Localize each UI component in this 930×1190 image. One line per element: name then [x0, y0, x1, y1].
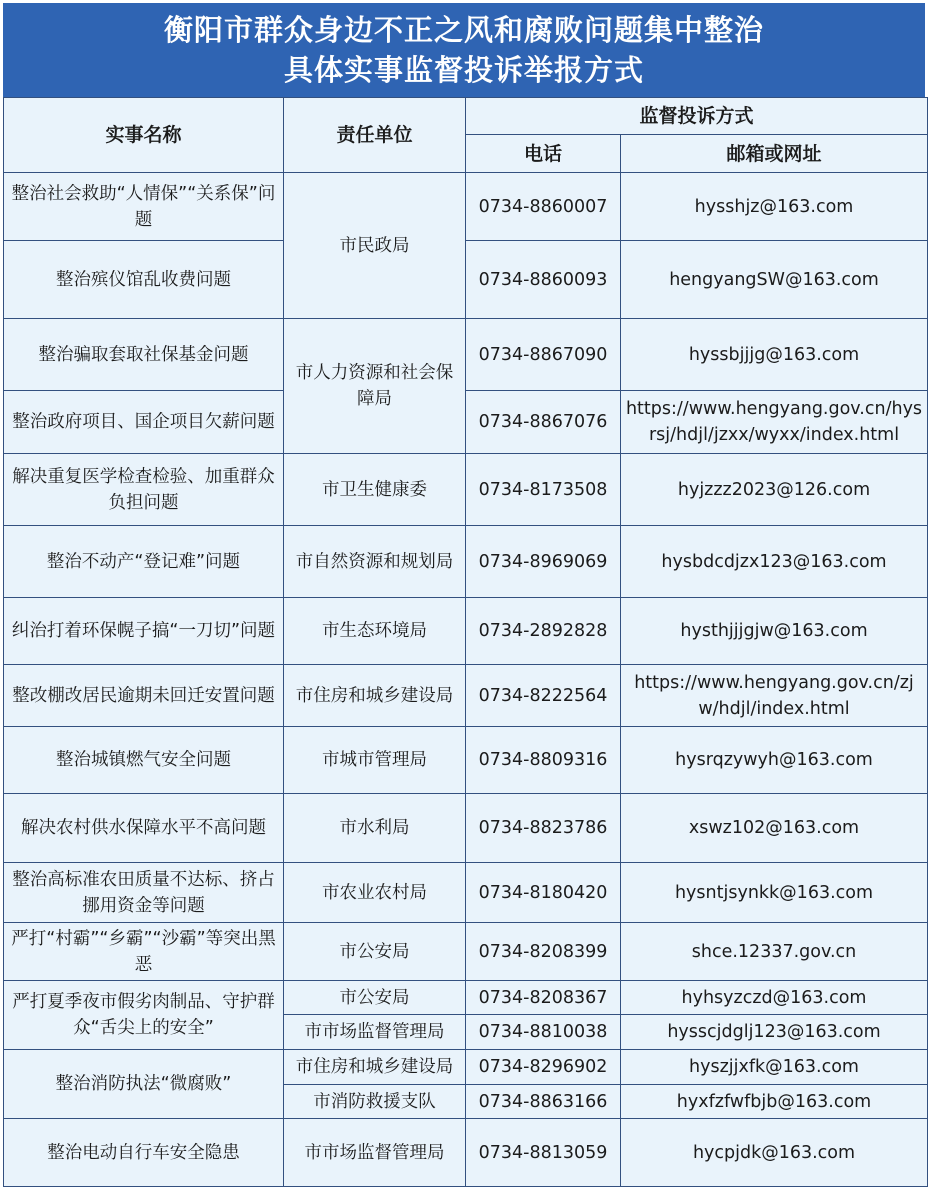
dept-cell: 市农业农村局	[284, 863, 466, 923]
dept-cell: 市民政局	[284, 173, 466, 319]
phone-cell: 0734-8860007	[466, 173, 621, 241]
table-row	[4, 665, 928, 727]
table-row	[4, 727, 928, 794]
item-cell: 解决重复医学检查检验、加重群众负担问题	[4, 454, 284, 526]
item-cell: 整治骗取套取社保基金问题	[4, 319, 284, 391]
email-cell: hysthjjjgjw@163.com	[621, 598, 928, 665]
table-row	[4, 454, 928, 526]
website-link[interactable]: https://www.hengyang.gov.cn/hysrsj/hdjl/jzxx/wyxx/index.html	[621, 391, 928, 454]
complaint-table	[3, 97, 928, 1187]
header-dept: 责任单位	[284, 98, 466, 173]
email-cell: hysshjz@163.com	[621, 173, 928, 241]
header-row	[4, 98, 928, 135]
item-cell: 整治消防执法“微腐败”	[4, 1050, 284, 1119]
email-cell: hyjzzz2023@126.com	[621, 454, 928, 526]
phone-cell: 0734-8222564	[466, 665, 621, 727]
item-cell: 严打“村霸”“乡霸”“沙霸”等突出黑恶	[4, 923, 284, 981]
dept-cell: 市住房和城乡建设局	[284, 1050, 466, 1085]
email-cell: xswz102@163.com	[621, 794, 928, 863]
phone-cell: 0734-8810038	[466, 1015, 621, 1050]
table-row	[4, 923, 928, 981]
table-row	[4, 241, 928, 319]
header-phone: 电话	[466, 135, 621, 173]
table-row	[4, 1050, 928, 1085]
dept-cell: 市消防救援支队	[284, 1085, 466, 1119]
table-row	[4, 319, 928, 391]
title-line-1: 衡阳市群众身边不正之风和腐败问题集中整治	[163, 13, 764, 47]
item-cell: 解决农村供水保障水平不高问题	[4, 794, 284, 863]
email-cell: hycpjdk@163.com	[621, 1119, 928, 1187]
dept-cell: 市市场监督管理局	[284, 1015, 466, 1050]
email-cell: hyssbjjjg@163.com	[621, 319, 928, 391]
phone-cell: 0734-8860093	[466, 241, 621, 319]
dept-cell: 市城市管理局	[284, 727, 466, 794]
phone-cell: 0734-8823786	[466, 794, 621, 863]
header-item: 实事名称	[4, 98, 284, 173]
phone-cell: 0734-8180420	[466, 863, 621, 923]
phone-cell: 0734-8809316	[466, 727, 621, 794]
item-cell: 整治城镇燃气安全问题	[4, 727, 284, 794]
phone-cell: 0734-8208399	[466, 923, 621, 981]
dept-cell: 市卫生健康委	[284, 454, 466, 526]
email-cell: hysbdcdjzx123@163.com	[621, 526, 928, 598]
dept-cell: 市人力资源和社会保障局	[284, 319, 466, 454]
table-row	[4, 173, 928, 241]
phone-cell: 0734-8813059	[466, 1119, 621, 1187]
item-cell: 整治电动自行车安全隐患	[4, 1119, 284, 1187]
item-cell: 严打夏季夜市假劣肉制品、守护群众“舌尖上的安全”	[4, 981, 284, 1050]
website-link[interactable]: https://www.hengyang.gov.cn/zjw/hdjl/index.html	[621, 665, 928, 727]
email-cell: hengyangSW@163.com	[621, 241, 928, 319]
table-row	[4, 391, 928, 454]
phone-cell: 0734-8867076	[466, 391, 621, 454]
header-contact: 邮箱或网址	[621, 135, 928, 173]
email-cell: hyxfzfwfbjb@163.com	[621, 1085, 928, 1119]
title-line-2: 具体实事监督投诉举报方式	[283, 53, 644, 87]
email-cell: hyhsyzczd@163.com	[621, 981, 928, 1015]
dept-cell: 市市场监督管理局	[284, 1119, 466, 1187]
phone-cell: 0734-8863166	[466, 1085, 621, 1119]
header-method: 监督投诉方式	[466, 98, 928, 135]
dept-cell: 市生态环境局	[284, 598, 466, 665]
phone-cell: 0734-8867090	[466, 319, 621, 391]
table-row	[4, 794, 928, 863]
item-cell: 整治社会救助“人情保”“关系保”问题	[4, 173, 284, 241]
phone-cell: 0734-2892828	[466, 598, 621, 665]
table-row	[4, 863, 928, 923]
email-cell: hysntjsynkk@163.com	[621, 863, 928, 923]
email-cell: hysscjdglj123@163.com	[621, 1015, 928, 1050]
phone-cell: 0734-8173508	[466, 454, 621, 526]
phone-cell: 0734-8969069	[466, 526, 621, 598]
table-row	[4, 598, 928, 665]
dept-cell: 市公安局	[284, 923, 466, 981]
table-row	[4, 526, 928, 598]
email-cell: hysrqzywyh@163.com	[621, 727, 928, 794]
item-cell: 纠治打着环保幌子搞“一刀切”问题	[4, 598, 284, 665]
item-cell: 整改棚改居民逾期未回迁安置问题	[4, 665, 284, 727]
phone-cell: 0734-8296902	[466, 1050, 621, 1085]
item-cell: 整治不动产“登记难”问题	[4, 526, 284, 598]
table-row	[4, 1119, 928, 1187]
email-cell: hyszjjxfk@163.com	[621, 1050, 928, 1085]
dept-cell: 市公安局	[284, 981, 466, 1015]
item-cell: 整治政府项目、国企项目欠薪问题	[4, 391, 284, 454]
website-link[interactable]: shce.12337.gov.cn	[621, 923, 928, 981]
phone-cell: 0734-8208367	[466, 981, 621, 1015]
page-title	[3, 3, 925, 97]
item-cell: 整治高标准农田质量不达标、挤占挪用资金等问题	[4, 863, 284, 923]
table-row	[4, 981, 928, 1015]
dept-cell: 市住房和城乡建设局	[284, 665, 466, 727]
dept-cell: 市自然资源和规划局	[284, 526, 466, 598]
dept-cell: 市水利局	[284, 794, 466, 863]
item-cell: 整治殡仪馆乱收费问题	[4, 241, 284, 319]
